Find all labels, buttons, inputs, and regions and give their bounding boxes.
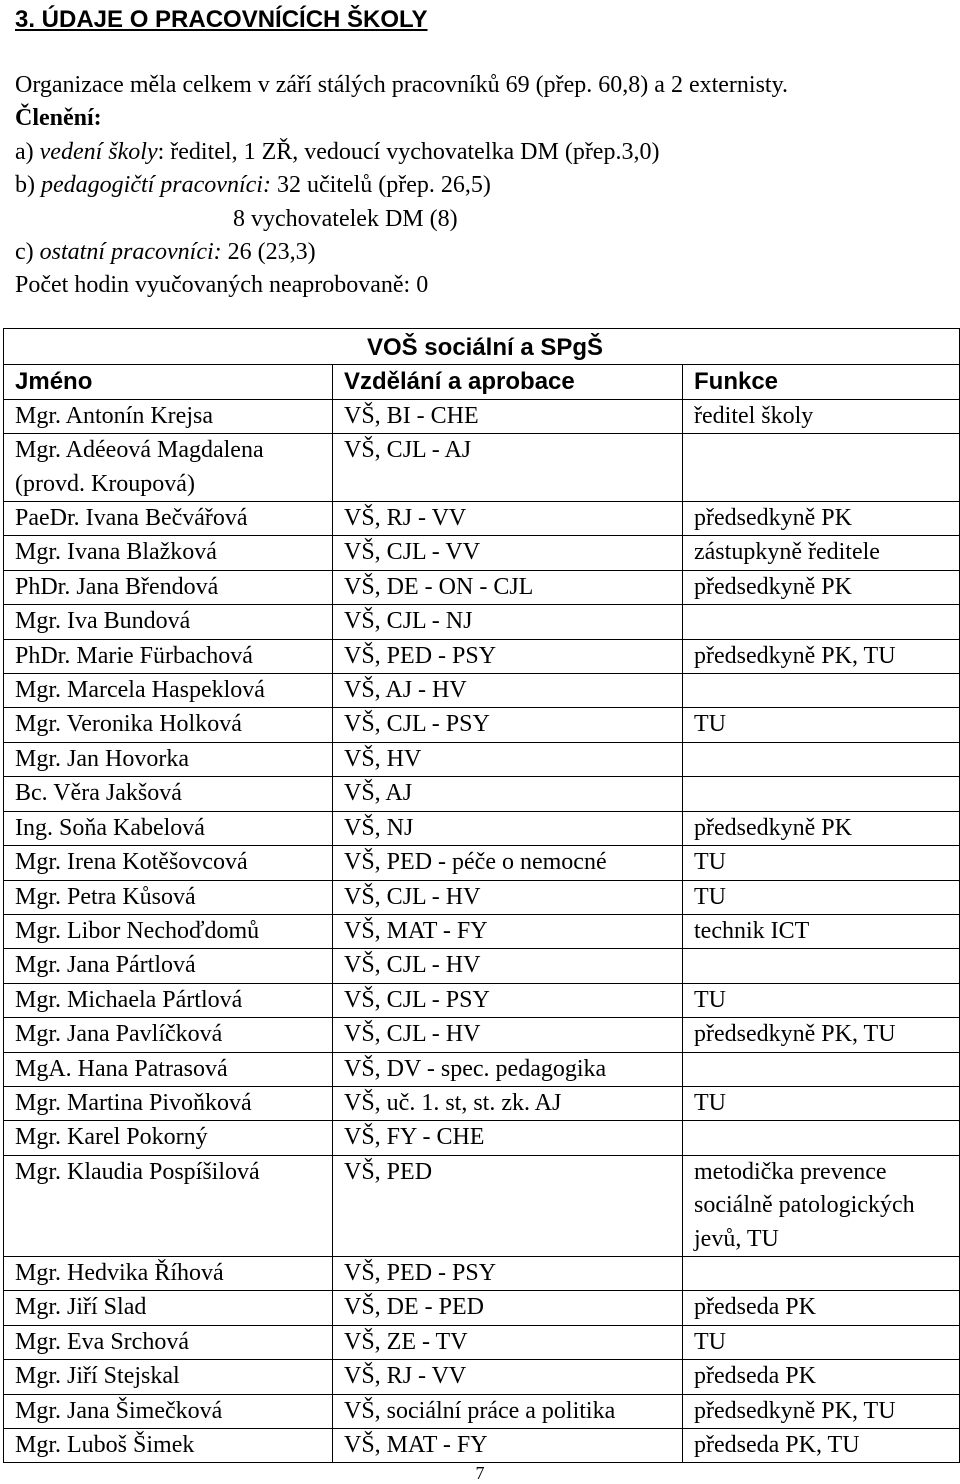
cell-function: předseda PK, TU bbox=[683, 1429, 960, 1463]
cell-name: Mgr. Marcela Haspeklová bbox=[4, 674, 333, 708]
cell-function: předsedkyně PK, TU bbox=[683, 1394, 960, 1428]
cell-function bbox=[683, 674, 960, 708]
intro-c-label: ostatní pracovníci: bbox=[39, 238, 222, 265]
cell-name: Mgr. Hedvika Říhová bbox=[4, 1256, 333, 1290]
intro-c-text: 26 (23,3) bbox=[221, 238, 316, 265]
cell-function: zástupkyně ředitele bbox=[683, 536, 960, 570]
table-row bbox=[4, 846, 960, 880]
cell-education: VŠ, RJ - VV bbox=[333, 502, 683, 536]
intro-c-prefix: c) bbox=[15, 238, 40, 265]
table-row bbox=[4, 914, 960, 948]
cell-name: Mgr. Luboš Šimek bbox=[4, 1429, 333, 1463]
cell-name: Ing. Soňa Kabelová bbox=[4, 811, 333, 845]
cell-name: Mgr. Michaela Pártlová bbox=[4, 983, 333, 1017]
cell-education: VŠ, uč. 1. st, st. zk. AJ bbox=[333, 1086, 683, 1120]
cell-function: předsedkyně PK, TU bbox=[683, 639, 960, 673]
table-row bbox=[4, 1155, 960, 1256]
cell-function: předseda PK bbox=[683, 1360, 960, 1394]
cell-name: Mgr. Libor Nechoďdomů bbox=[4, 914, 333, 948]
table-row bbox=[4, 1291, 960, 1325]
intro-unqualified-hours: Počet hodin vyučovaných neaprobovaně: 0 bbox=[15, 272, 429, 299]
cell-education: VŠ, FY - CHE bbox=[333, 1121, 683, 1155]
cell-name: Mgr. Karel Pokorný bbox=[4, 1121, 333, 1155]
cell-name: Mgr. Jana Pártlová bbox=[4, 949, 333, 983]
cell-name: Mgr. Martina Pivoňková bbox=[4, 1086, 333, 1120]
column-header-education: Vzdělání a aprobace bbox=[333, 365, 683, 399]
cell-function: předsedkyně PK bbox=[683, 570, 960, 604]
section-heading: 3. ÚDAJE O PRACOVNÍCÍCH ŠKOLY bbox=[15, 6, 428, 33]
intro-b-label: pedagogičtí pracovníci: bbox=[41, 172, 271, 199]
cell-education: VŠ, BI - CHE bbox=[333, 399, 683, 433]
table-row bbox=[4, 949, 960, 983]
table-row bbox=[4, 708, 960, 742]
staff-table-body bbox=[4, 399, 960, 1463]
intro-b-text: 32 učitelů (přep. 26,5) bbox=[270, 172, 491, 199]
cell-name: PhDr. Jana Břendová bbox=[4, 570, 333, 604]
table-row bbox=[4, 880, 960, 914]
table-row bbox=[4, 502, 960, 536]
table-row bbox=[4, 1360, 960, 1394]
cell-function: ředitel školy bbox=[683, 399, 960, 433]
cell-function bbox=[683, 742, 960, 776]
table-row bbox=[4, 674, 960, 708]
table-row bbox=[4, 1325, 960, 1359]
cell-education: VŠ, HV bbox=[333, 742, 683, 776]
table-row bbox=[4, 1086, 960, 1120]
cell-name: Bc. Věra Jakšová bbox=[4, 777, 333, 811]
cell-education: VŠ, CJL - NJ bbox=[333, 605, 683, 639]
cell-function: TU bbox=[683, 1325, 960, 1359]
cell-education: VŠ, CJL - HV bbox=[333, 1018, 683, 1052]
page-number: 7 bbox=[475, 1463, 485, 1483]
intro-text bbox=[15, 69, 788, 303]
cell-function bbox=[683, 1052, 960, 1086]
cell-education: VŠ, CJL - AJ bbox=[333, 434, 683, 502]
cell-education: VŠ, MAT - FY bbox=[333, 1429, 683, 1463]
table-row bbox=[4, 605, 960, 639]
cell-education: VŠ, AJ bbox=[333, 777, 683, 811]
cell-name: Mgr. Iva Bundová bbox=[4, 605, 333, 639]
cell-function bbox=[683, 1256, 960, 1290]
cell-education: VŠ, DE - ON - CJL bbox=[333, 570, 683, 604]
cell-function: předseda PK bbox=[683, 1291, 960, 1325]
table-row bbox=[4, 570, 960, 604]
cell-function: TU bbox=[683, 880, 960, 914]
intro-item-b-continued: 8 vychovatelek DM (8) bbox=[233, 205, 458, 232]
table-row bbox=[4, 742, 960, 776]
intro-item-b bbox=[15, 169, 788, 202]
cell-name: PhDr. Marie Fürbachová bbox=[4, 639, 333, 673]
cell-education: VŠ, sociální práce a politika bbox=[333, 1394, 683, 1428]
table-row bbox=[4, 1256, 960, 1290]
cell-education: VŠ, DV - spec. pedagogika bbox=[333, 1052, 683, 1086]
cell-name: Mgr. Jiří Slad bbox=[4, 1291, 333, 1325]
table-row bbox=[4, 639, 960, 673]
cell-function: předsedkyně PK bbox=[683, 502, 960, 536]
cell-education: VŠ, PED bbox=[333, 1155, 683, 1256]
cell-function bbox=[683, 434, 960, 502]
cell-function bbox=[683, 949, 960, 983]
intro-item-a bbox=[15, 136, 788, 169]
cell-name: Mgr. Jan Hovorka bbox=[4, 742, 333, 776]
cell-function: metodička prevence sociálně patologických jevů, TU bbox=[683, 1155, 960, 1256]
table-row bbox=[4, 399, 960, 433]
table-row bbox=[4, 1052, 960, 1086]
cell-name: Mgr. Jana Pavlíčková bbox=[4, 1018, 333, 1052]
intro-a-label: vedení školy bbox=[39, 138, 158, 165]
cell-name: Mgr. Antonín Krejsa bbox=[4, 399, 333, 433]
cell-education: VŠ, CJL - VV bbox=[333, 536, 683, 570]
cell-education: VŠ, CJL - PSY bbox=[333, 708, 683, 742]
cell-education: VŠ, CJL - PSY bbox=[333, 983, 683, 1017]
table-row bbox=[4, 1394, 960, 1428]
cell-function: předsedkyně PK bbox=[683, 811, 960, 845]
cell-name: Mgr. Irena Kotěšovcová bbox=[4, 846, 333, 880]
intro-b-prefix: b) bbox=[15, 172, 41, 199]
cell-education: VŠ, PED - PSY bbox=[333, 639, 683, 673]
intro-item-c bbox=[15, 236, 788, 269]
column-header-function: Funkce bbox=[683, 365, 960, 399]
table-row bbox=[4, 434, 960, 502]
cell-name: Mgr. Petra Kůsová bbox=[4, 880, 333, 914]
cell-education: VŠ, NJ bbox=[333, 811, 683, 845]
cell-function: TU bbox=[683, 708, 960, 742]
intro-summary: Organizace měla celkem v září stálých pracovníků 69 (přep. 60,8) a 2 externisty. bbox=[15, 72, 789, 98]
table-row bbox=[4, 1018, 960, 1052]
table-title: VOŠ sociální a SPgŠ bbox=[4, 329, 960, 365]
cell-name: Mgr. Eva Srchová bbox=[4, 1325, 333, 1359]
cell-education: VŠ, CJL - HV bbox=[333, 880, 683, 914]
cell-education: VŠ, RJ - VV bbox=[333, 1360, 683, 1394]
intro-division-label: Členění: bbox=[15, 105, 102, 132]
cell-function: technik ICT bbox=[683, 914, 960, 948]
table-title-row bbox=[4, 329, 960, 365]
cell-name: Mgr. Ivana Blažková bbox=[4, 536, 333, 570]
cell-name: Mgr. Jana Šimečková bbox=[4, 1394, 333, 1428]
table-row bbox=[4, 983, 960, 1017]
cell-name: Mgr. Veronika Holková bbox=[4, 708, 333, 742]
cell-name: MgA. Hana Patrasová bbox=[4, 1052, 333, 1086]
staff-table bbox=[3, 328, 960, 1463]
cell-function bbox=[683, 1121, 960, 1155]
cell-education: VŠ, MAT - FY bbox=[333, 914, 683, 948]
table-row bbox=[4, 536, 960, 570]
table-row bbox=[4, 1121, 960, 1155]
table-header-row bbox=[4, 365, 960, 399]
cell-name: Mgr. Klaudia Pospíšilová bbox=[4, 1155, 333, 1256]
cell-function: předsedkyně PK, TU bbox=[683, 1018, 960, 1052]
cell-education: VŠ, PED - PSY bbox=[333, 1256, 683, 1290]
cell-education: VŠ, DE - PED bbox=[333, 1291, 683, 1325]
table-row bbox=[4, 811, 960, 845]
cell-function: TU bbox=[683, 846, 960, 880]
cell-name: Mgr. Jiří Stejskal bbox=[4, 1360, 333, 1394]
intro-a-prefix: a) bbox=[15, 138, 40, 165]
cell-education: VŠ, ZE - TV bbox=[333, 1325, 683, 1359]
cell-name: Mgr. Adéeová Magdalena (provd. Kroupová) bbox=[4, 434, 333, 502]
table-row bbox=[4, 1429, 960, 1463]
cell-education: VŠ, AJ - HV bbox=[333, 674, 683, 708]
column-header-name: Jméno bbox=[4, 365, 333, 399]
cell-name: PaeDr. Ivana Bečvářová bbox=[4, 502, 333, 536]
cell-function bbox=[683, 777, 960, 811]
table-row bbox=[4, 777, 960, 811]
cell-function bbox=[683, 605, 960, 639]
cell-education: VŠ, PED - péče o nemocné bbox=[333, 846, 683, 880]
cell-function: TU bbox=[683, 1086, 960, 1120]
cell-function: TU bbox=[683, 983, 960, 1017]
intro-a-text: : ředitel, 1 ZŘ, vedoucí vychovatelka DM (přep.3,0) bbox=[157, 138, 660, 165]
cell-education: VŠ, CJL - HV bbox=[333, 949, 683, 983]
